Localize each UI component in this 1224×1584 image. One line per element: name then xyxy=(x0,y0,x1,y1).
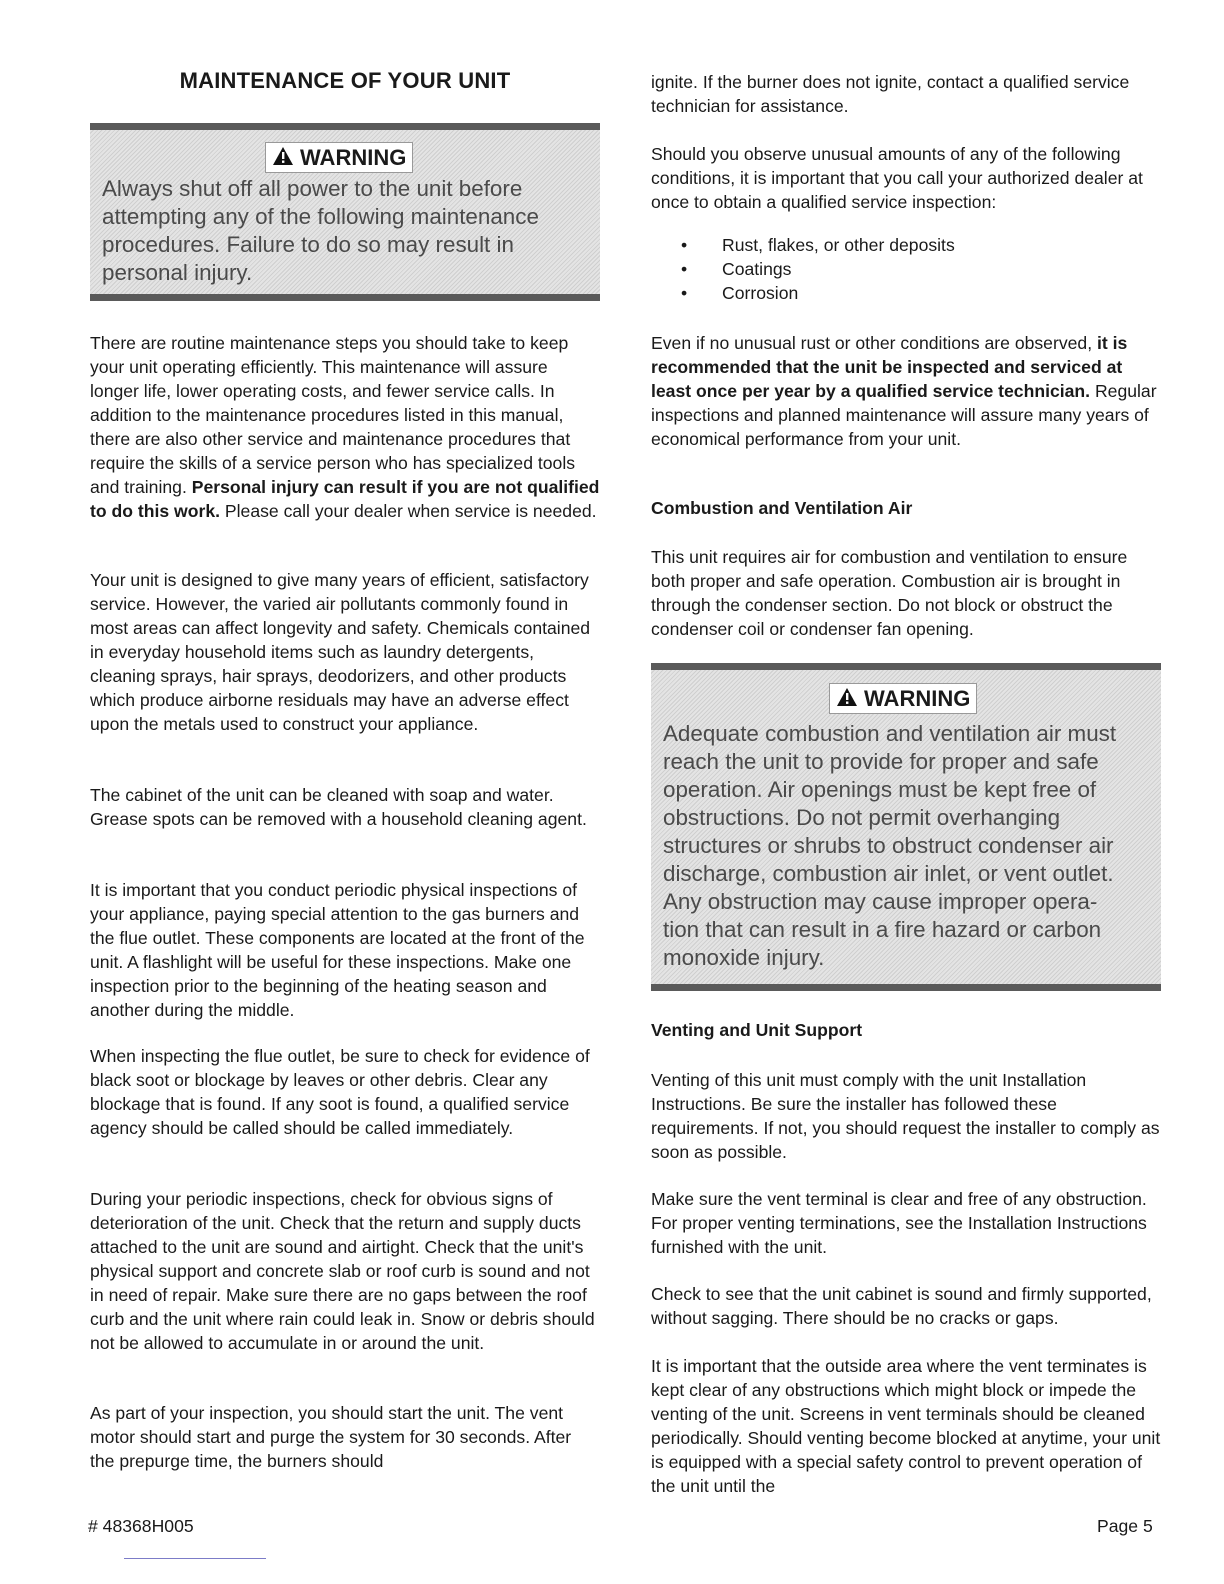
paragraph-cabinet-cleaning: The cabinet of the unit can be cleaned with soap and water. Grease spots can be removed with a household cleaning agent. xyxy=(90,785,587,829)
paragraph-combustion-air: This unit requires air for combustion and ventilation to ensure both proper and safe operation. Combustion air is brought in through the condenser section. Do not block or obstruct the condenser coil or condenser fan opening. xyxy=(651,547,1128,639)
paragraph-venting-compliance: Venting of this unit must comply with the unit Installation Instructions. Be sure the installer has followed these requirements. If not, you should request the installer to comply as soon as possible. xyxy=(651,1070,1160,1162)
paragraph-start-unit: As part of your inspection, you should start the unit. The vent motor should start and purge the system for 30 seconds. After the prepurge time, the burners should xyxy=(90,1403,572,1471)
list-item: • Corrosion xyxy=(681,281,955,305)
page-title: MAINTENANCE OF YOUR UNIT xyxy=(179,68,511,93)
footer-rule xyxy=(124,1558,266,1559)
list-item: • Coatings xyxy=(681,257,955,281)
paragraph-flue-outlet: When inspecting the flue outlet, be sure to check for evidence of black soot or blockage by leaves or other debris. Clear any blockage that is found. If any soot is found, a qualified service agency should be called should be called immediately. xyxy=(90,1046,590,1138)
paragraph-cabinet-support: Check to see that the unit cabinet is sound and firmly supported, without sagging. There should be no cracks or gaps. xyxy=(651,1284,1152,1328)
paragraph-ignite: ignite. If the burner does not ignite, contact a qualified service technician for assistance. xyxy=(651,72,1130,116)
warning-box xyxy=(90,123,600,301)
warning-text: Always shut off all power to the unit before attempting any of the following maintenance procedures. Failure to do so may result in personal injury. xyxy=(102,176,539,285)
paragraph-unusual-conditions: Should you observe unusual amounts of any of the following conditions, it is important that you call your authorized dealer at once to obtain a qualified service inspection: xyxy=(651,144,1143,212)
list-item: • Rust, flakes, or other deposits xyxy=(681,233,955,257)
warning-box-ventilation xyxy=(651,663,1161,991)
paragraph-routine-maintenance: There are routine maintenance steps you should take to keep your unit operating efficiently. This maintenance will assure longer life, lower operating costs, and fewer service calls. In addition to the maintenance procedures listed in this manual, there are also other service and maintenance procedures that require the skills of a service person who has specialized tools and training. Personal injury can result if you are not qualified to do this work. Please call your dealer when service is needed. xyxy=(90,333,600,521)
warning-label: WARNING xyxy=(265,142,413,173)
warning-triangle-icon xyxy=(836,686,858,713)
heading-venting-support: Venting and Unit Support xyxy=(651,1020,863,1040)
warning-label: WARNING xyxy=(829,683,977,714)
paragraph-air-pollutants: Your unit is designed to give many years of efficient, satisfactory service. However, the varied air pollutants commonly found in most areas can affect longevity and safety. Chemicals contained in everyday household items such as laundry detergents, cleaning sprays, hair sprays, deodorizers, and other products which produce airborne residuals may have an adverse effect upon the metals used to construct your appliance. xyxy=(90,570,591,734)
warning-text: Adequate combustion and ventilation air must reach the unit to provide for proper and safe operation. Air openings must be kept free of obstructions. Do not permit overhanging structures or shrubs to obstruct condenser air discharge, combustion air inlet, or vent outlet. Any obstruction may cause improper opera- tion that can result in a fire hazard or carbon monoxide injury. xyxy=(663,721,1117,970)
paragraph-deterioration: During your periodic inspections, check for obvious signs of deterioration of the unit. Check that the return and supply ducts attached to the unit are sound and airtight. Check that the unit's physical support and concrete slab or roof curb is sound and not in need of repair. Make sure there are no gaps between the roof curb and the unit where rain could leak in. Snow or debris should not be allowed to accumulate in or around the unit. xyxy=(90,1189,595,1353)
document-number: # 48368H005 xyxy=(88,1516,194,1536)
conditions-list xyxy=(681,233,955,305)
paragraph-physical-inspections: It is important that you conduct periodic physical inspections of your appliance, paying special attention to the gas burners and the flue outlet. These components are located at the front of the unit. A flashlight will be useful for these inspections. Make one inspection prior to the beginning of the heating season and another during the middle. xyxy=(90,880,585,1020)
heading-combustion-air: Combustion and Ventilation Air xyxy=(651,498,913,518)
paragraph-annual-inspection: Even if no unusual rust or other conditions are observed, it is recommended that the unit be inspected and serviced at least once per year by a qualified service technician. Regular inspections and planned maintenance will assure many years of economical performance from your unit. xyxy=(651,333,1157,449)
paragraph-outside-area: It is important that the outside area where the vent terminates is kept clear of any obstructions which might block or impede the venting of the unit. Screens in vent terminals should be cleaned periodically. Should venting become blocked at anytime, your unit is equipped with a special safety control to prevent operation of the unit until the xyxy=(651,1356,1161,1496)
warning-triangle-icon xyxy=(272,145,294,172)
page-number: Page 5 xyxy=(1097,1516,1153,1536)
paragraph-vent-terminal: Make sure the vent terminal is clear and free of any obstruction. For proper venting terminations, see the Installation Instructions furnished with the unit. xyxy=(651,1189,1147,1257)
